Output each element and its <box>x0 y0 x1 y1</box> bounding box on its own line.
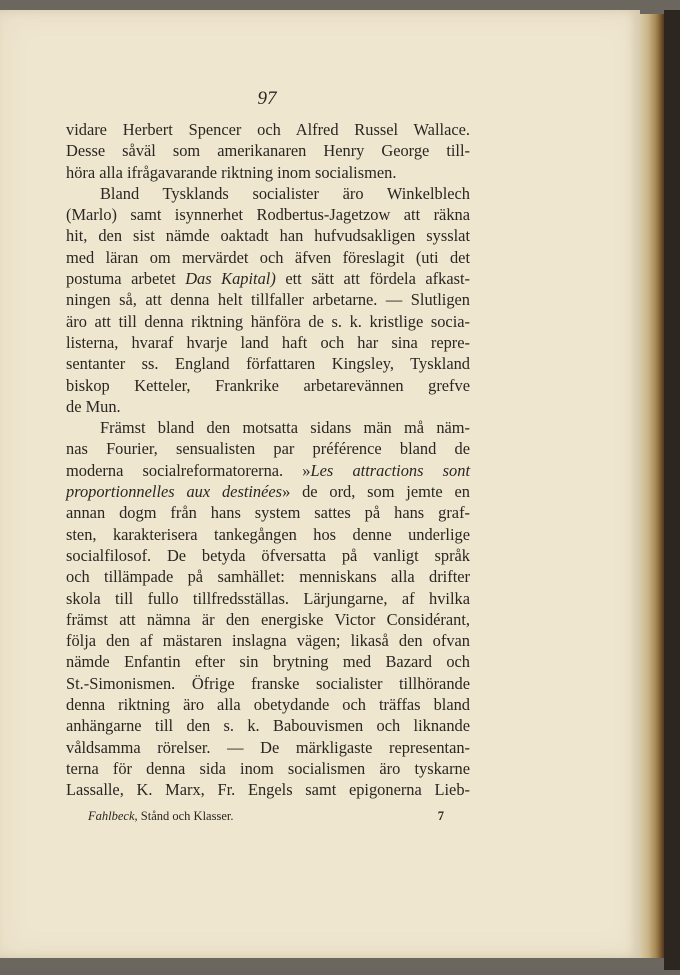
signature-mark: 7 <box>437 809 444 823</box>
text-segment: hit, den sist nämde oaktadt han hufvudsakligen sysslat <box>66 226 470 246</box>
text-segment: (Marlo) samt isynnerhet Rodbertus-Jagetzow att räkna <box>66 205 470 225</box>
italic-text: proportionnelles aux destinées <box>66 482 283 502</box>
text-line <box>66 694 470 715</box>
text-segment: vidare Herbert Spencer och Alfred Russel Wallace. <box>66 120 470 139</box>
book-shadow <box>664 10 680 970</box>
text-line <box>66 460 470 481</box>
text-segment: Främst bland den motsatta sidans män må näm- <box>100 418 470 438</box>
text-segment: moderna socialreformatorerna. » <box>66 460 311 480</box>
text-line <box>66 673 470 694</box>
text-segment: de Mun. <box>66 396 121 416</box>
text-line <box>66 737 470 758</box>
text-segment: anhängarne till den s. k. Babouvismen och liknande <box>66 716 470 736</box>
text-line <box>66 162 470 183</box>
text-line <box>66 545 470 566</box>
text-segment: terna för denna sida inom socialismen äro tyskarne <box>66 758 470 778</box>
text-segment: denna riktning äro alla obetydande och träffas bland <box>66 695 470 715</box>
text-segment: biskop Ketteler, Frankrike arbetarevännen grefve <box>66 375 470 395</box>
footer-title: , Stånd och Klasser. <box>134 809 234 823</box>
text-segment: sten, karakterisera tankegången hos denne underlige <box>66 524 470 544</box>
text-segment: skola till fullo tillfredsställas. Lärjungarne, af hvilka <box>66 588 470 608</box>
text-segment: nämde Enfantin efter sin brytning med Bazard och <box>66 652 470 672</box>
text-segment: följa den af mästaren inslagna vägen; likaså den ofvan <box>66 631 470 651</box>
text-segment: socialfilosof. De betyda öfversatta på vanligt språk <box>66 545 470 565</box>
text-line <box>66 204 470 225</box>
text-line <box>66 289 470 310</box>
text-segment: postuma arbetet <box>66 269 186 289</box>
text-segment: annan dogm från hans system sattes på hans graf- <box>66 503 470 523</box>
text-segment: och tillämpade på samhället: menniskans alla drifter <box>66 567 470 587</box>
text-line <box>66 353 470 374</box>
text-segment: Desse såväl som amerikanaren Henry George till- <box>66 141 470 161</box>
page-number: 97 <box>257 88 277 109</box>
text-segment: sentanter ss. England författaren Kingsley, Tyskland <box>66 354 470 374</box>
footer-author: Fahlbeck <box>88 809 135 823</box>
text-line <box>66 524 470 545</box>
text-line <box>66 779 470 800</box>
body-text <box>66 119 470 801</box>
text-line <box>66 140 470 161</box>
text-line <box>66 588 470 609</box>
text-line <box>66 630 470 651</box>
text-segment: listerna, hvaraf hvarje land haft och har sina repre- <box>66 332 470 352</box>
text-line <box>66 438 470 459</box>
text-segment: nas Fourier, sensualisten par préférence bland de <box>66 439 470 459</box>
text-line <box>66 183 470 204</box>
text-segment: främst att nämna är den energiske Victor Considérant, <box>66 609 470 629</box>
text-line <box>66 481 470 502</box>
text-line <box>66 609 470 630</box>
page-edge <box>640 14 666 958</box>
text-line <box>66 566 470 587</box>
text-segment: Lassalle, K. Marx, Fr. Engels samt epigonerna Lieb- <box>66 780 470 800</box>
text-line <box>66 332 470 353</box>
text-line <box>66 268 470 289</box>
text-segment: ett sätt att fördela afkast- <box>275 269 470 289</box>
text-segment: St.-Simonismen. Öfrige franske socialister tillhörande <box>66 673 470 693</box>
text-line <box>66 651 470 672</box>
footer-citation <box>88 809 233 824</box>
text-segment: våldsamma rörelser. — De märkligaste representan- <box>66 737 470 757</box>
text-line <box>66 247 470 268</box>
italic-text: Les attractions sont <box>310 460 470 480</box>
text-line <box>66 225 470 246</box>
text-line <box>66 758 470 779</box>
text-line <box>66 417 470 438</box>
text-line <box>66 375 470 396</box>
text-line <box>66 119 470 140</box>
text-segment: äro att till denna riktning hänföra de s. k. kristlige socia- <box>66 311 470 331</box>
text-segment: » de ord, som jemte en <box>282 482 470 502</box>
text-segment: ningen så, att denna helt tillfaller arbetarne. — Slutligen <box>66 290 470 310</box>
text-line <box>66 502 470 523</box>
text-segment: Bland Tysklands socialister äro Winkelblech <box>100 183 470 203</box>
text-segment: höra alla ifrågavarande riktning inom socialismen. <box>66 162 397 182</box>
italic-text: Das Kapital) <box>185 269 276 289</box>
text-line <box>66 396 470 417</box>
text-line <box>66 715 470 736</box>
text-line <box>66 311 470 332</box>
text-segment: med läran om mervärdet och äfven föreslagit (uti det <box>66 247 470 267</box>
